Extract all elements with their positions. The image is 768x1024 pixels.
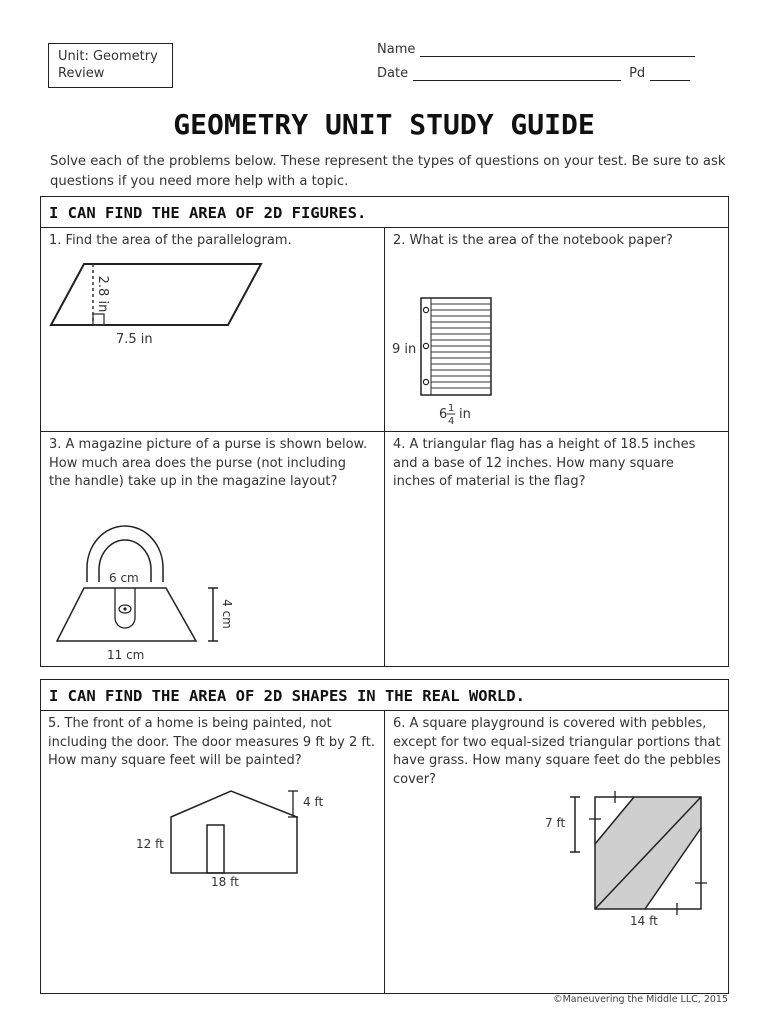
question-3 — [41, 432, 384, 668]
width-numerator: 1 — [448, 403, 455, 414]
width-unit: in — [459, 407, 471, 422]
height-label: 4 cm — [220, 599, 234, 629]
date-label: Date — [377, 66, 409, 81]
name-line — [377, 42, 695, 57]
unit-topic: Review — [58, 66, 105, 81]
question-text: 2. What is the area of the notebook paper? — [393, 233, 673, 248]
base-label: 11 cm — [107, 648, 145, 662]
unit-label: Unit: Geometry — [58, 49, 158, 64]
purse-figure — [41, 520, 371, 668]
pd-field[interactable] — [650, 66, 690, 81]
top-label: 6 cm — [109, 571, 139, 585]
question-6 — [385, 711, 728, 993]
house-figure — [41, 781, 381, 911]
section-area-real-world — [40, 679, 729, 994]
unit-box — [48, 43, 173, 88]
base-label: 18 ft — [211, 875, 239, 889]
section-heading: I CAN FIND THE AREA OF 2D SHAPES IN THE REAL WORLD. — [41, 680, 728, 711]
question-text: 4. A triangular flag has a height of 18.5 inches and a base of 12 inches. How many square inches of material is the flag? — [393, 437, 696, 489]
pd-label: Pd — [629, 66, 646, 81]
width-whole: 6 — [439, 407, 448, 422]
base-label: 7.5 in — [116, 332, 153, 347]
height-label: 9 in — [392, 342, 417, 357]
date-field[interactable] — [413, 66, 621, 81]
notebook-paper-figure — [385, 288, 585, 428]
question-text: 5. The front of a home is being painted, not including the door. The door measures 9 ft by 2 ft. How many square feet will be painted? — [48, 716, 375, 768]
question-text: 6. A square playground is covered with pebbles, except for two equal-sized triangular portions that have grass. How many square feet do the pebbles cover? — [393, 716, 721, 787]
width-denominator: 4 — [448, 416, 455, 427]
name-label: Name — [377, 42, 416, 57]
date-line — [377, 66, 690, 81]
question-1 — [41, 228, 384, 431]
question-grid — [41, 228, 728, 666]
copyright: ©Maneuvering the Middle LLC, 2015 — [553, 994, 728, 1005]
question-5 — [41, 711, 384, 993]
question-text: 3. A magazine picture of a purse is shown below. How much area does the purse (not including the handle) take up in the magazine layout? — [49, 437, 368, 489]
question-text: 1. Find the area of the parallelogram. — [49, 233, 292, 248]
intro-text: Solve each of the problems below. These represent the types of questions on your test. Be sure to ask questions if you need more help with a topic. — [50, 154, 726, 189]
question-grid — [41, 711, 728, 993]
wall-height-label: 12 ft — [136, 837, 164, 851]
base-label: 14 ft — [630, 914, 658, 928]
name-field[interactable] — [420, 42, 695, 57]
question-4 — [385, 432, 728, 668]
section-area-2d-figures — [40, 196, 729, 667]
playground-figure — [385, 789, 725, 939]
roof-height-label: 4 ft — [303, 795, 324, 809]
height-label: 2.8 in — [95, 275, 110, 313]
parallelogram-figure — [41, 254, 371, 384]
section-heading: I CAN FIND THE AREA OF 2D FIGURES. — [41, 197, 728, 228]
question-2 — [385, 228, 728, 431]
side-label: 7 ft — [545, 816, 566, 830]
page-title: GEOMETRY UNIT STUDY GUIDE — [173, 108, 595, 141]
